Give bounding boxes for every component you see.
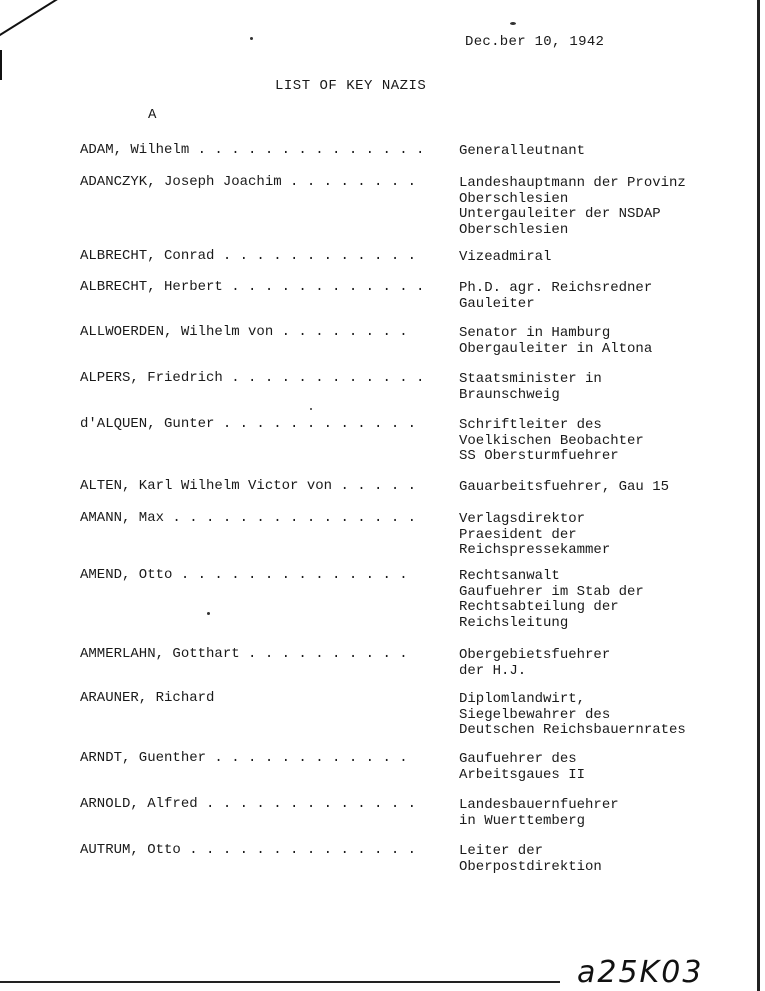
- title-line: Rechtsanwalt: [459, 568, 560, 584]
- person-name: AMANN, Max . . . . . . . . . . . . . . .: [80, 510, 417, 526]
- title-line: SS Obersturmfuehrer: [459, 448, 619, 464]
- person-name: ALBRECHT, Herbert . . . . . . . . . . . .: [80, 279, 425, 295]
- title-line: Staatsminister in: [459, 371, 602, 387]
- title-line: Landeshauptmann der Provinz: [459, 175, 686, 191]
- speck: [310, 408, 312, 410]
- person-name: ALLWOERDEN, Wilhelm von . . . . . . . .: [80, 324, 408, 340]
- title-line: Obergauleiter in Altona: [459, 340, 653, 357]
- title-line: Praesident der: [459, 526, 577, 543]
- title-line: Voelkischen Beobachter: [459, 432, 644, 449]
- title-line: Schriftleiter des: [459, 417, 602, 433]
- person-titles: [459, 326, 759, 357]
- title-line: Braunschweig: [459, 386, 560, 403]
- title-line: Vizeadmiral: [459, 249, 552, 265]
- person-titles: [459, 648, 759, 679]
- title-line: Gauleiter: [459, 295, 535, 312]
- person-name: ARNDT, Guenther . . . . . . . . . . . .: [80, 750, 408, 766]
- title-line: Gaufuehrer des: [459, 751, 577, 767]
- person-titles: [459, 418, 759, 465]
- speck: [250, 37, 253, 40]
- title-line: Leiter der: [459, 843, 544, 859]
- document-date: Dec.ber 10, 1942: [465, 34, 605, 50]
- title-line: Oberpostdirektion: [459, 858, 602, 875]
- person-name: ALPERS, Friedrich . . . . . . . . . . . .: [80, 370, 425, 386]
- scan-mark-bottom: [0, 981, 560, 983]
- person-titles: [459, 480, 759, 496]
- scan-mark-left-edge: [0, 50, 2, 80]
- title-line: Reichsleitung: [459, 614, 569, 631]
- document-title: LIST OF KEY NAZIS: [275, 78, 427, 94]
- person-titles: [459, 512, 759, 559]
- person-titles: [459, 798, 759, 829]
- title-line: in Wuerttemberg: [459, 812, 586, 829]
- person-name: AUTRUM, Otto . . . . . . . . . . . . . .: [80, 842, 417, 858]
- person-name: ALTEN, Karl Wilhelm Victor von . . . . .: [80, 478, 417, 494]
- person-name: ARAUNER, Richard: [80, 690, 215, 706]
- title-line: Diplomlandwirt,: [459, 691, 586, 707]
- scan-mark-top-left: [0, 0, 72, 42]
- handwritten-code: a25K03: [577, 955, 704, 990]
- title-line: Verlagsdirektor: [459, 511, 586, 527]
- person-titles: [459, 176, 759, 238]
- title-line: Untergauleiter der NSDAP: [459, 206, 661, 222]
- person-titles: [459, 844, 759, 875]
- title-line: Oberschlesien: [459, 221, 569, 238]
- title-line: Deutschen Reichsbauernrates: [459, 722, 686, 738]
- person-titles: [459, 692, 759, 739]
- person-titles: [459, 144, 759, 160]
- title-line: der H.J.: [459, 662, 527, 679]
- speck: [510, 22, 516, 25]
- title-line: Gauarbeitsfuehrer, Gau 15: [459, 479, 670, 495]
- person-name: d'ALQUEN, Gunter . . . . . . . . . . . .: [80, 416, 417, 432]
- person-name: AMEND, Otto . . . . . . . . . . . . . .: [80, 567, 408, 583]
- title-line: Ph.D. agr. Reichsredner: [459, 280, 653, 296]
- title-line: Landesbauernfuehrer: [459, 797, 619, 813]
- title-line: Gaufuehrer im Stab der: [459, 583, 644, 600]
- person-titles: [459, 250, 759, 266]
- person-name: ARNOLD, Alfred . . . . . . . . . . . . .: [80, 796, 417, 812]
- person-titles: [459, 752, 759, 783]
- title-line: Rechtsabteilung der: [459, 599, 619, 615]
- person-titles: [459, 372, 759, 403]
- title-line: Arbeitsgaues II: [459, 766, 586, 783]
- title-line: Reichspressekammer: [459, 542, 611, 558]
- title-line: Senator in Hamburg: [459, 325, 611, 341]
- person-name: AMMERLAHN, Gotthart . . . . . . . . . .: [80, 646, 408, 662]
- title-line: Generalleutnant: [459, 143, 586, 159]
- person-titles: [459, 281, 759, 312]
- person-name: ADAM, Wilhelm . . . . . . . . . . . . . .: [80, 142, 425, 158]
- title-line: Obergebietsfuehrer: [459, 647, 611, 663]
- title-line: Oberschlesien: [459, 190, 569, 207]
- person-titles: [459, 569, 759, 631]
- section-letter: A: [148, 107, 157, 123]
- title-line: Siegelbewahrer des: [459, 706, 611, 723]
- person-name: ALBRECHT, Conrad . . . . . . . . . . . .: [80, 248, 417, 264]
- speck: [207, 612, 210, 615]
- person-name: ADANCZYK, Joseph Joachim . . . . . . . .: [80, 174, 417, 190]
